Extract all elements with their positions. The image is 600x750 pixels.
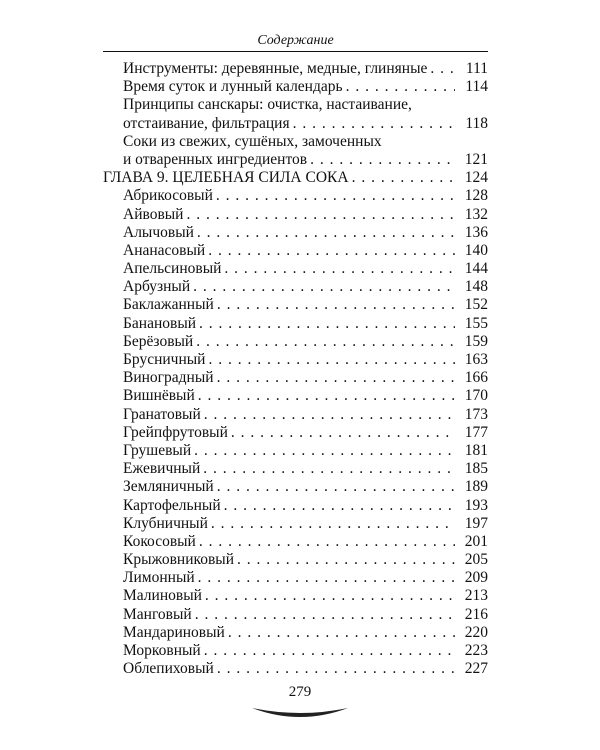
toc-entry xyxy=(103,424,488,442)
toc-entry xyxy=(103,515,488,533)
toc-entry-first-line xyxy=(103,133,488,151)
toc-entry-first-line xyxy=(103,96,488,114)
dot-leader xyxy=(205,587,455,605)
toc-entry-title: Земляничный xyxy=(123,478,214,496)
dot-leader xyxy=(194,442,455,460)
toc-entry-page: 148 xyxy=(464,278,488,296)
toc-entry-title: Брусничный xyxy=(123,351,206,368)
toc-chapter xyxy=(103,169,488,187)
toc-entry-page: 155 xyxy=(464,314,488,332)
toc-entry-page: 114 xyxy=(465,78,488,96)
dot-leader xyxy=(195,606,455,624)
dot-leader xyxy=(217,296,455,314)
toc-entry-page: 213 xyxy=(464,587,488,605)
toc-entry-title: Гранатовый xyxy=(123,405,201,423)
toc-entry xyxy=(103,315,488,333)
toc-entry-title: Айвовый xyxy=(123,205,184,223)
dot-leader xyxy=(198,387,455,405)
dot-leader xyxy=(198,569,455,587)
toc-entry-title: Крыжовниковый xyxy=(123,551,235,569)
toc-entry-title: Баклажанный xyxy=(123,296,214,314)
toc-entry-page: 223 xyxy=(464,642,488,659)
toc-entry-page: 177 xyxy=(464,423,488,441)
toc-entry xyxy=(103,551,488,569)
toc-entry-title: Абрикосовый xyxy=(123,187,213,205)
toc-entry-page: 201 xyxy=(464,532,488,550)
toc-entry-title: Апельсиновый xyxy=(123,260,222,278)
toc-entry-page: 111 xyxy=(465,60,488,77)
toc-entry-page: 132 xyxy=(464,205,488,223)
dot-leader xyxy=(231,424,455,442)
dot-leader xyxy=(346,78,455,96)
toc-entry-title: Алычовый xyxy=(123,223,194,241)
toc-entry-page: 227 xyxy=(464,660,488,678)
toc-entry xyxy=(103,497,488,515)
toc-entry xyxy=(103,351,488,369)
dot-leader xyxy=(204,642,455,660)
toc-entry-page: 128 xyxy=(464,187,488,205)
dot-leader xyxy=(217,478,455,496)
toc-entry-page: 170 xyxy=(464,387,488,405)
toc-entry-title: Клубничный xyxy=(123,514,208,532)
toc-entry xyxy=(103,642,488,660)
toc-entry xyxy=(103,533,488,551)
toc-entry-page: 193 xyxy=(464,496,488,514)
dot-leader xyxy=(197,224,455,242)
dot-leader xyxy=(203,460,455,478)
toc-entry xyxy=(103,442,488,460)
toc-entry-title: Виноградный xyxy=(123,369,214,387)
toc-entry xyxy=(103,660,488,678)
toc-entry xyxy=(103,224,488,242)
toc-entry-page: 140 xyxy=(464,241,488,259)
toc-entry-page: 118 xyxy=(465,114,488,132)
dot-leader xyxy=(216,187,455,205)
toc-entry xyxy=(103,296,488,314)
toc-chapter-page: 124 xyxy=(464,169,488,187)
toc-entry-title: Мандариновый xyxy=(123,623,225,641)
dot-leader xyxy=(237,551,455,569)
toc-entry xyxy=(103,260,488,278)
toc-entry-page: 136 xyxy=(464,223,488,241)
toc-entry-title: Ананасовый xyxy=(123,241,206,259)
toc-entry-page: 209 xyxy=(464,569,488,587)
toc-entry-list xyxy=(103,187,488,678)
dot-leader xyxy=(211,515,455,533)
toc-entry-title: Морковный xyxy=(123,642,201,659)
dot-leader xyxy=(199,315,455,333)
toc-entry xyxy=(103,369,488,387)
toc-entry-title: Малиновый xyxy=(123,587,202,605)
toc-entry-title: Кокосовый xyxy=(123,532,196,550)
toc-entry-title: Берёзовый xyxy=(123,332,194,350)
running-header: Содержание xyxy=(257,33,334,48)
toc-entry-page: 121 xyxy=(464,150,488,168)
header-rule xyxy=(103,51,488,52)
toc-entry-title: Облепиховый xyxy=(123,660,214,678)
toc-entry-page: 189 xyxy=(464,478,488,496)
dot-leader xyxy=(310,151,455,169)
toc-entry-page: 144 xyxy=(464,260,488,278)
toc-entry xyxy=(103,333,488,351)
toc-entry-page: 159 xyxy=(464,332,488,350)
dot-leader xyxy=(204,406,455,424)
toc-entry xyxy=(103,569,488,587)
toc-entry-page: 216 xyxy=(464,605,488,623)
toc-entry-title: и отваренных ингредиентов xyxy=(123,150,308,168)
table-of-contents xyxy=(103,60,488,678)
toc-entry-page: 197 xyxy=(464,514,488,532)
toc-entry-title: Принципы санскары: очистка, настаивание, xyxy=(123,96,412,114)
dot-leader xyxy=(196,333,455,351)
toc-entry xyxy=(103,151,488,169)
dot-leader xyxy=(224,260,455,278)
toc-entry-page: 181 xyxy=(464,441,488,459)
toc-entry-title: Соки из свежих, сушёных, замоченных xyxy=(123,132,382,150)
toc-entry xyxy=(103,60,488,78)
toc-entry-page: 220 xyxy=(464,623,488,641)
dot-leader xyxy=(208,242,455,260)
toc-entry-page: 166 xyxy=(464,369,488,387)
toc-entry xyxy=(103,387,488,405)
toc-entry xyxy=(103,606,488,624)
toc-entry-page: 205 xyxy=(464,551,488,569)
dot-leader xyxy=(186,206,455,224)
toc-chapter-title: ГЛАВА 9. ЦЕЛЕБНАЯ СИЛА СОКА xyxy=(103,169,349,187)
dot-leader xyxy=(208,351,455,369)
toc-entry xyxy=(103,406,488,424)
toc-entry-title: Вишнёвый xyxy=(123,387,195,405)
toc-entry-title: отстаивание, фильтрация xyxy=(123,114,290,132)
dot-leader xyxy=(217,660,455,678)
toc-entry-title: Лимонный xyxy=(123,569,195,587)
toc-entry xyxy=(103,278,488,296)
toc-entry xyxy=(103,78,488,96)
decorative-swoosh-ornament xyxy=(250,704,350,724)
toc-entry-page: 185 xyxy=(464,460,488,478)
toc-entry-title: Манговый xyxy=(123,605,192,623)
dot-leader xyxy=(224,497,455,515)
toc-entry-title: Грушевый xyxy=(123,441,192,459)
toc-entry xyxy=(103,587,488,605)
toc-entry xyxy=(103,624,488,642)
toc-entry xyxy=(103,242,488,260)
toc-entry xyxy=(103,460,488,478)
dot-leader xyxy=(228,624,455,642)
toc-entry-page: 152 xyxy=(464,296,488,314)
page-number: 279 xyxy=(288,684,312,700)
toc-entry-title: Ежевичный xyxy=(123,460,201,478)
dot-leader xyxy=(430,60,455,78)
dot-leader xyxy=(199,533,455,551)
toc-entry-title: Банановый xyxy=(123,314,197,332)
dot-leader xyxy=(217,369,455,387)
toc-entry-page: 173 xyxy=(464,405,488,423)
toc-entry xyxy=(103,187,488,205)
toc-entry xyxy=(103,478,488,496)
toc-entry xyxy=(103,115,488,133)
toc-entry-title: Картофельный xyxy=(123,496,221,514)
dot-leader xyxy=(293,115,455,133)
toc-entry-title: Время суток и лунный календарь xyxy=(123,78,343,96)
dot-leader xyxy=(352,169,455,187)
toc-entry-title: Арбузный xyxy=(123,278,191,296)
toc-entry-page: 163 xyxy=(464,351,488,368)
toc-entry-title: Инструменты: деревянные, медные, глиняные xyxy=(123,60,428,77)
toc-entry-title: Грейпфрутовый xyxy=(123,423,228,441)
dot-leader xyxy=(193,278,455,296)
toc-entry xyxy=(103,206,488,224)
